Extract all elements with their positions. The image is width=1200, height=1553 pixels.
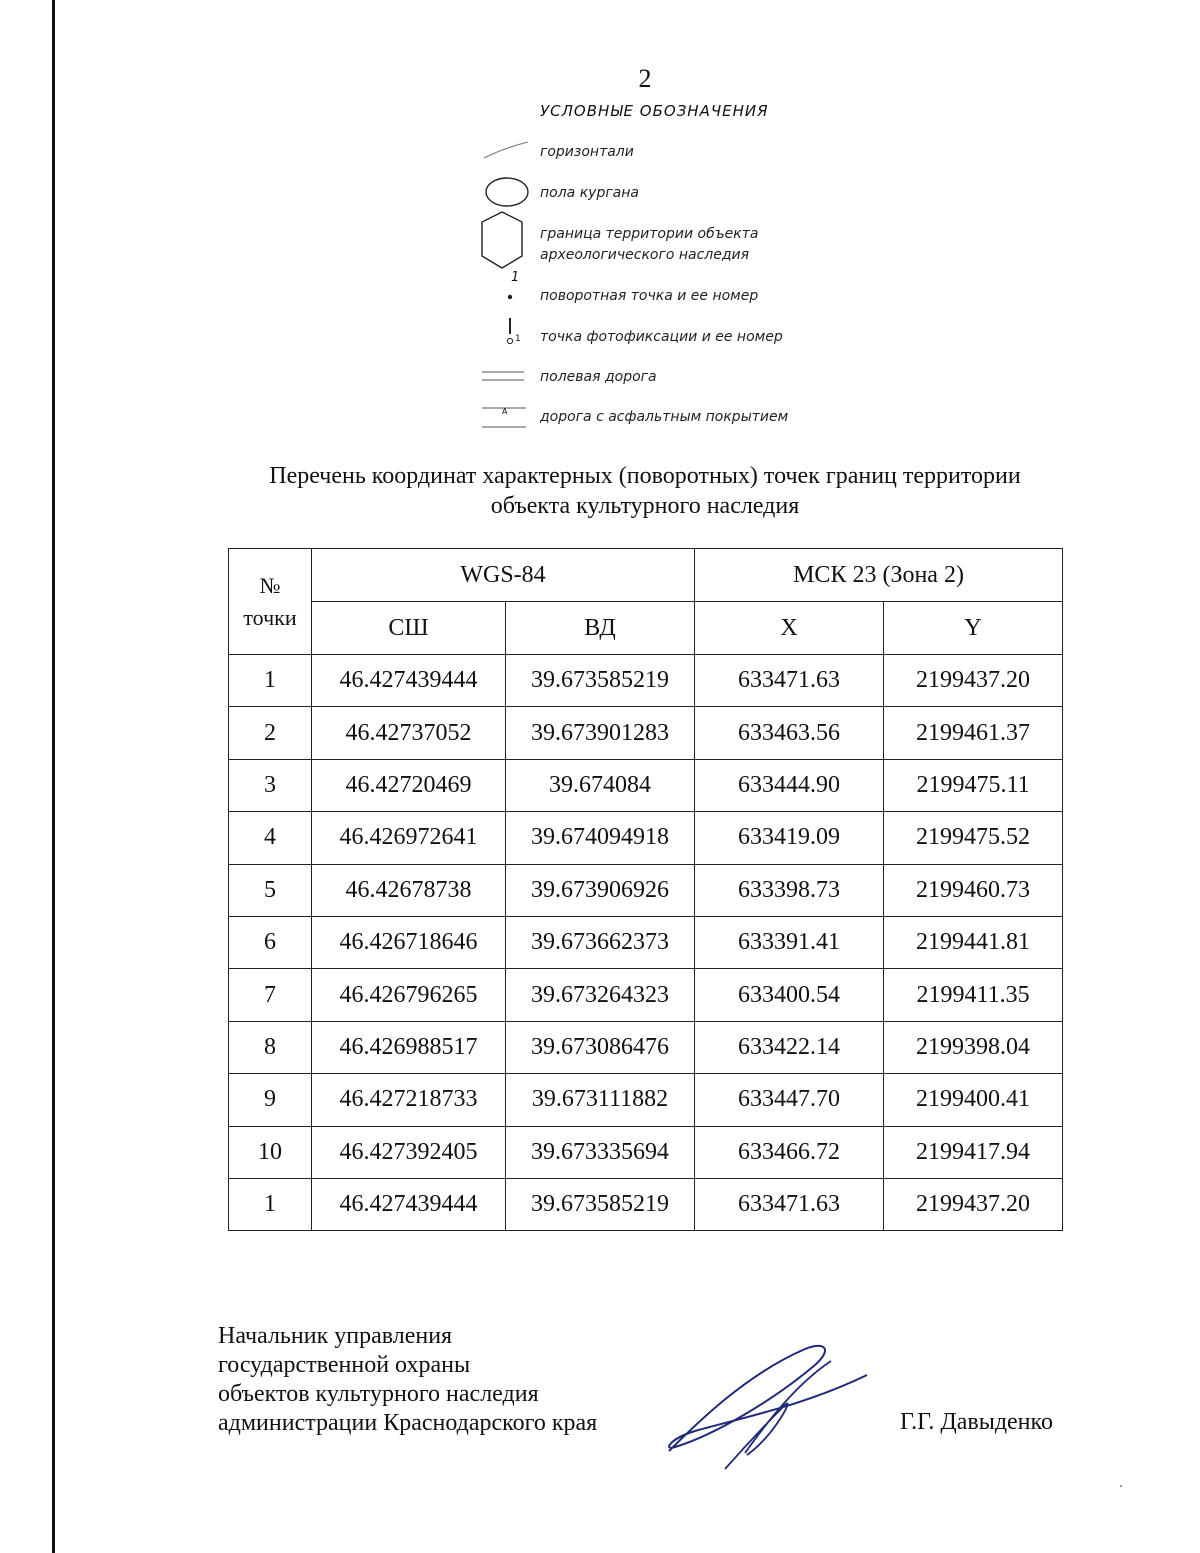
y-cell: 2199460.73 <box>884 864 1063 916</box>
x-cell: 633422.14 <box>695 1021 884 1073</box>
legend-item-photo-point <box>478 316 898 356</box>
point-number-cell: 8 <box>229 1021 312 1073</box>
y-cell: 2199475.11 <box>884 759 1063 811</box>
longitude-cell: 39.673264323 <box>506 969 695 1021</box>
point-number-cell: 1 <box>229 655 312 707</box>
legend-label: поворотная точка и ее номер <box>540 288 759 304</box>
longitude-cell: 39.673585219 <box>506 655 695 707</box>
x-cell: 633391.41 <box>695 916 884 968</box>
signer-position-line-4: администрации Краснодарского края <box>218 1410 598 1436</box>
table-row <box>229 759 1063 811</box>
point-number-cell: 4 <box>229 812 312 864</box>
photo-point-icon <box>478 316 534 356</box>
heading-line-1: Перечень координат характерных (поворотных) точек границ территории <box>269 463 1021 489</box>
latitude-cell: 46.426972641 <box>312 812 506 864</box>
heading-line-2: объекта культурного наследия <box>490 493 800 519</box>
latitude-cell: 46.427218733 <box>312 1074 506 1126</box>
table-row <box>229 812 1063 864</box>
table-row <box>229 1021 1063 1073</box>
legend-label: дорога с асфальтным покрытием <box>540 409 789 425</box>
msk23-header: МСК 23 (Зона 2) <box>695 549 1063 602</box>
longitude-cell: 39.673585219 <box>506 1178 695 1230</box>
column-header-lat: СШ <box>312 602 506 655</box>
table-row <box>229 1178 1063 1230</box>
legend-item-contours <box>478 136 898 176</box>
signature-block <box>218 1322 597 1438</box>
y-cell: 2199437.20 <box>884 1178 1063 1230</box>
coordinates-table <box>228 548 1063 1231</box>
longitude-cell: 39.674094918 <box>506 812 695 864</box>
point-number-cell: 5 <box>229 864 312 916</box>
page-number: 2 <box>638 64 652 93</box>
legend-item-turning-point <box>478 272 898 312</box>
y-cell: 2199475.52 <box>884 812 1063 864</box>
latitude-cell: 46.426988517 <box>312 1021 506 1073</box>
legend-label: полевая дорога <box>540 369 657 385</box>
signer-position-line-1: Начальник управления <box>218 1323 453 1349</box>
turning-point-icon <box>478 272 534 312</box>
longitude-cell: 39.673335694 <box>506 1126 695 1178</box>
column-header-y: Y <box>884 602 1063 655</box>
table-row <box>229 707 1063 759</box>
y-cell: 2199461.37 <box>884 707 1063 759</box>
x-cell: 633471.63 <box>695 655 884 707</box>
legend-label: граница территории объекта <box>540 226 759 242</box>
wgs84-header: WGS-84 <box>312 549 695 602</box>
longitude-cell: 39.673111882 <box>506 1074 695 1126</box>
table-row <box>229 655 1063 707</box>
column-header-x: X <box>695 602 884 655</box>
point-number-header: № точки <box>229 549 312 655</box>
x-cell: 633398.73 <box>695 864 884 916</box>
longitude-cell: 39.674084 <box>506 759 695 811</box>
handwritten-signature <box>655 1335 885 1475</box>
contour-line-icon <box>478 136 534 176</box>
x-cell: 633447.70 <box>695 1074 884 1126</box>
legend-label: горизонтали <box>540 144 634 160</box>
legend-item-boundary <box>478 210 898 263</box>
x-cell: 633471.63 <box>695 1178 884 1230</box>
dirt-road-icon <box>478 360 534 400</box>
point-number-cell: 9 <box>229 1074 312 1126</box>
asphalt-road-icon <box>478 400 534 440</box>
longitude-cell: 39.673662373 <box>506 916 695 968</box>
latitude-cell: 46.426718646 <box>312 916 506 968</box>
photo-point-marker: 1 <box>515 334 521 344</box>
asphalt-road-marker: А <box>502 407 508 416</box>
y-cell: 2199437.20 <box>884 655 1063 707</box>
x-cell: 633444.90 <box>695 759 884 811</box>
binding-margin-line <box>52 0 55 1553</box>
point-number-cell: 3 <box>229 759 312 811</box>
latitude-cell: 46.42737052 <box>312 707 506 759</box>
point-number-cell: 2 <box>229 707 312 759</box>
point-number-cell: 7 <box>229 969 312 1021</box>
table-row <box>229 864 1063 916</box>
longitude-cell: 39.673086476 <box>506 1021 695 1073</box>
latitude-cell: 46.427439444 <box>312 655 506 707</box>
point-number-cell: 6 <box>229 916 312 968</box>
legend-label: археологического наследия <box>540 247 750 263</box>
legend-title: УСЛОВНЫЕ ОБОЗНАЧЕНИЯ <box>540 102 769 120</box>
table-row <box>229 1126 1063 1178</box>
x-cell: 633419.09 <box>695 812 884 864</box>
signer-name: Г.Г. Давыденко <box>900 1409 1053 1435</box>
point-number-cell: 10 <box>229 1126 312 1178</box>
longitude-cell: 39.673906926 <box>506 864 695 916</box>
y-cell: 2199398.04 <box>884 1021 1063 1073</box>
document-heading <box>200 461 1090 521</box>
turning-point-marker: 1 <box>511 270 520 285</box>
signer-position-line-3: объектов культурного наследия <box>218 1381 539 1407</box>
y-cell: 2199411.35 <box>884 969 1063 1021</box>
x-cell: 633400.54 <box>695 969 884 1021</box>
point-number-cell: 1 <box>229 1178 312 1230</box>
longitude-cell: 39.673901283 <box>506 707 695 759</box>
table-row <box>229 969 1063 1021</box>
column-header-lon: ВД <box>506 602 695 655</box>
legend-item-asphalt-road <box>478 400 898 440</box>
latitude-cell: 46.42720469 <box>312 759 506 811</box>
legend-label: пола кургана <box>540 185 639 201</box>
latitude-cell: 46.427392405 <box>312 1126 506 1178</box>
y-cell: 2199441.81 <box>884 916 1063 968</box>
latitude-cell: 46.427439444 <box>312 1178 506 1230</box>
legend-item-dirt-road <box>478 360 898 400</box>
x-cell: 633466.72 <box>695 1126 884 1178</box>
table-row <box>229 1074 1063 1126</box>
y-cell: 2199417.94 <box>884 1126 1063 1178</box>
hexagon-icon <box>478 210 534 274</box>
y-cell: 2199400.41 <box>884 1074 1063 1126</box>
legend-label: точка фотофиксации и ее номер <box>540 329 783 345</box>
latitude-cell: 46.426796265 <box>312 969 506 1021</box>
table-row <box>229 916 1063 968</box>
latitude-cell: 46.42678738 <box>312 864 506 916</box>
x-cell: 633463.56 <box>695 707 884 759</box>
scan-speck <box>1120 1485 1122 1487</box>
signer-position-line-2: государственной охраны <box>218 1352 471 1378</box>
